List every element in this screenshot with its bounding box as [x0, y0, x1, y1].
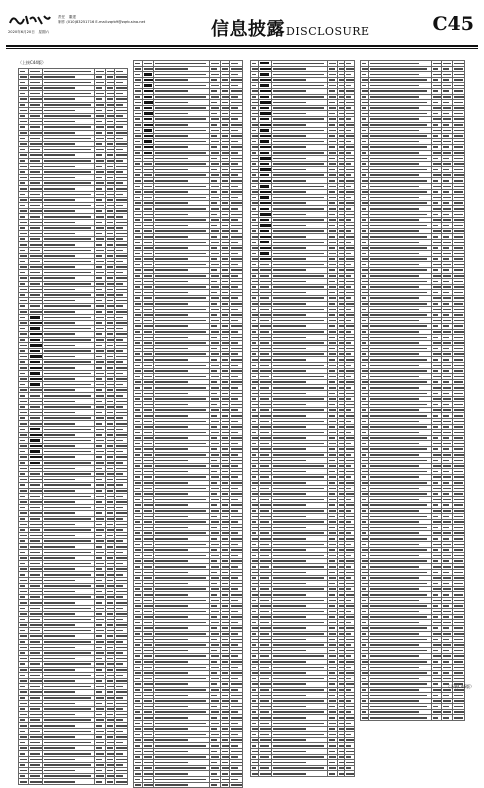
table-cell — [114, 779, 127, 785]
continued-from-caption: （上接C44版） — [18, 60, 46, 65]
table-cell — [442, 715, 452, 721]
newspaper-logo — [8, 12, 52, 26]
table-cell — [452, 715, 465, 721]
editor-line: 责任 董建 — [58, 15, 76, 19]
header-rule-thin — [6, 48, 478, 49]
contact-line: 制作 (010)83251716 E-mail:zqrb9@zqrb.sina.net — [58, 20, 146, 24]
table-cell — [42, 779, 94, 785]
table-cell — [221, 782, 230, 788]
table-row — [134, 782, 243, 788]
table-cell — [106, 779, 115, 785]
disclosure-table — [133, 60, 243, 788]
issue-date: 2020年6月20日 星期六 — [8, 30, 50, 34]
column-1 — [18, 60, 128, 785]
continued-to-caption: （下转C46版） — [446, 684, 474, 689]
table-cell — [210, 782, 221, 788]
table-cell — [95, 779, 106, 785]
disclosure-table — [360, 60, 465, 721]
page-number: C45 — [432, 13, 474, 35]
table-row — [19, 779, 128, 785]
table-cell — [344, 771, 354, 777]
column-4 — [360, 60, 465, 721]
table-cell — [28, 779, 42, 785]
section-title-en: DISCLOSURE — [286, 25, 370, 38]
logo-calligraphy-icon — [8, 13, 52, 27]
table-cell — [142, 782, 153, 788]
table-cell — [369, 715, 431, 721]
table-cell — [19, 779, 29, 785]
masthead — [8, 12, 478, 48]
table-cell — [229, 782, 242, 788]
table-cell — [259, 771, 271, 777]
table-row — [251, 771, 355, 777]
section-title — [211, 15, 370, 41]
table-cell — [134, 782, 143, 788]
table-cell — [271, 771, 327, 777]
disclosure-table — [18, 68, 128, 785]
table-row — [361, 715, 465, 721]
table-cell — [361, 715, 369, 721]
table-cell — [431, 715, 441, 721]
table-cell — [327, 771, 337, 777]
section-title-cn: 信息披露 — [211, 19, 285, 40]
disclosure-table — [250, 60, 355, 777]
column-2 — [133, 60, 243, 788]
editor-info — [58, 15, 145, 25]
header-rule — [6, 45, 478, 47]
table-cell — [153, 782, 210, 788]
column-3 — [250, 60, 355, 777]
table-cell — [251, 771, 259, 777]
